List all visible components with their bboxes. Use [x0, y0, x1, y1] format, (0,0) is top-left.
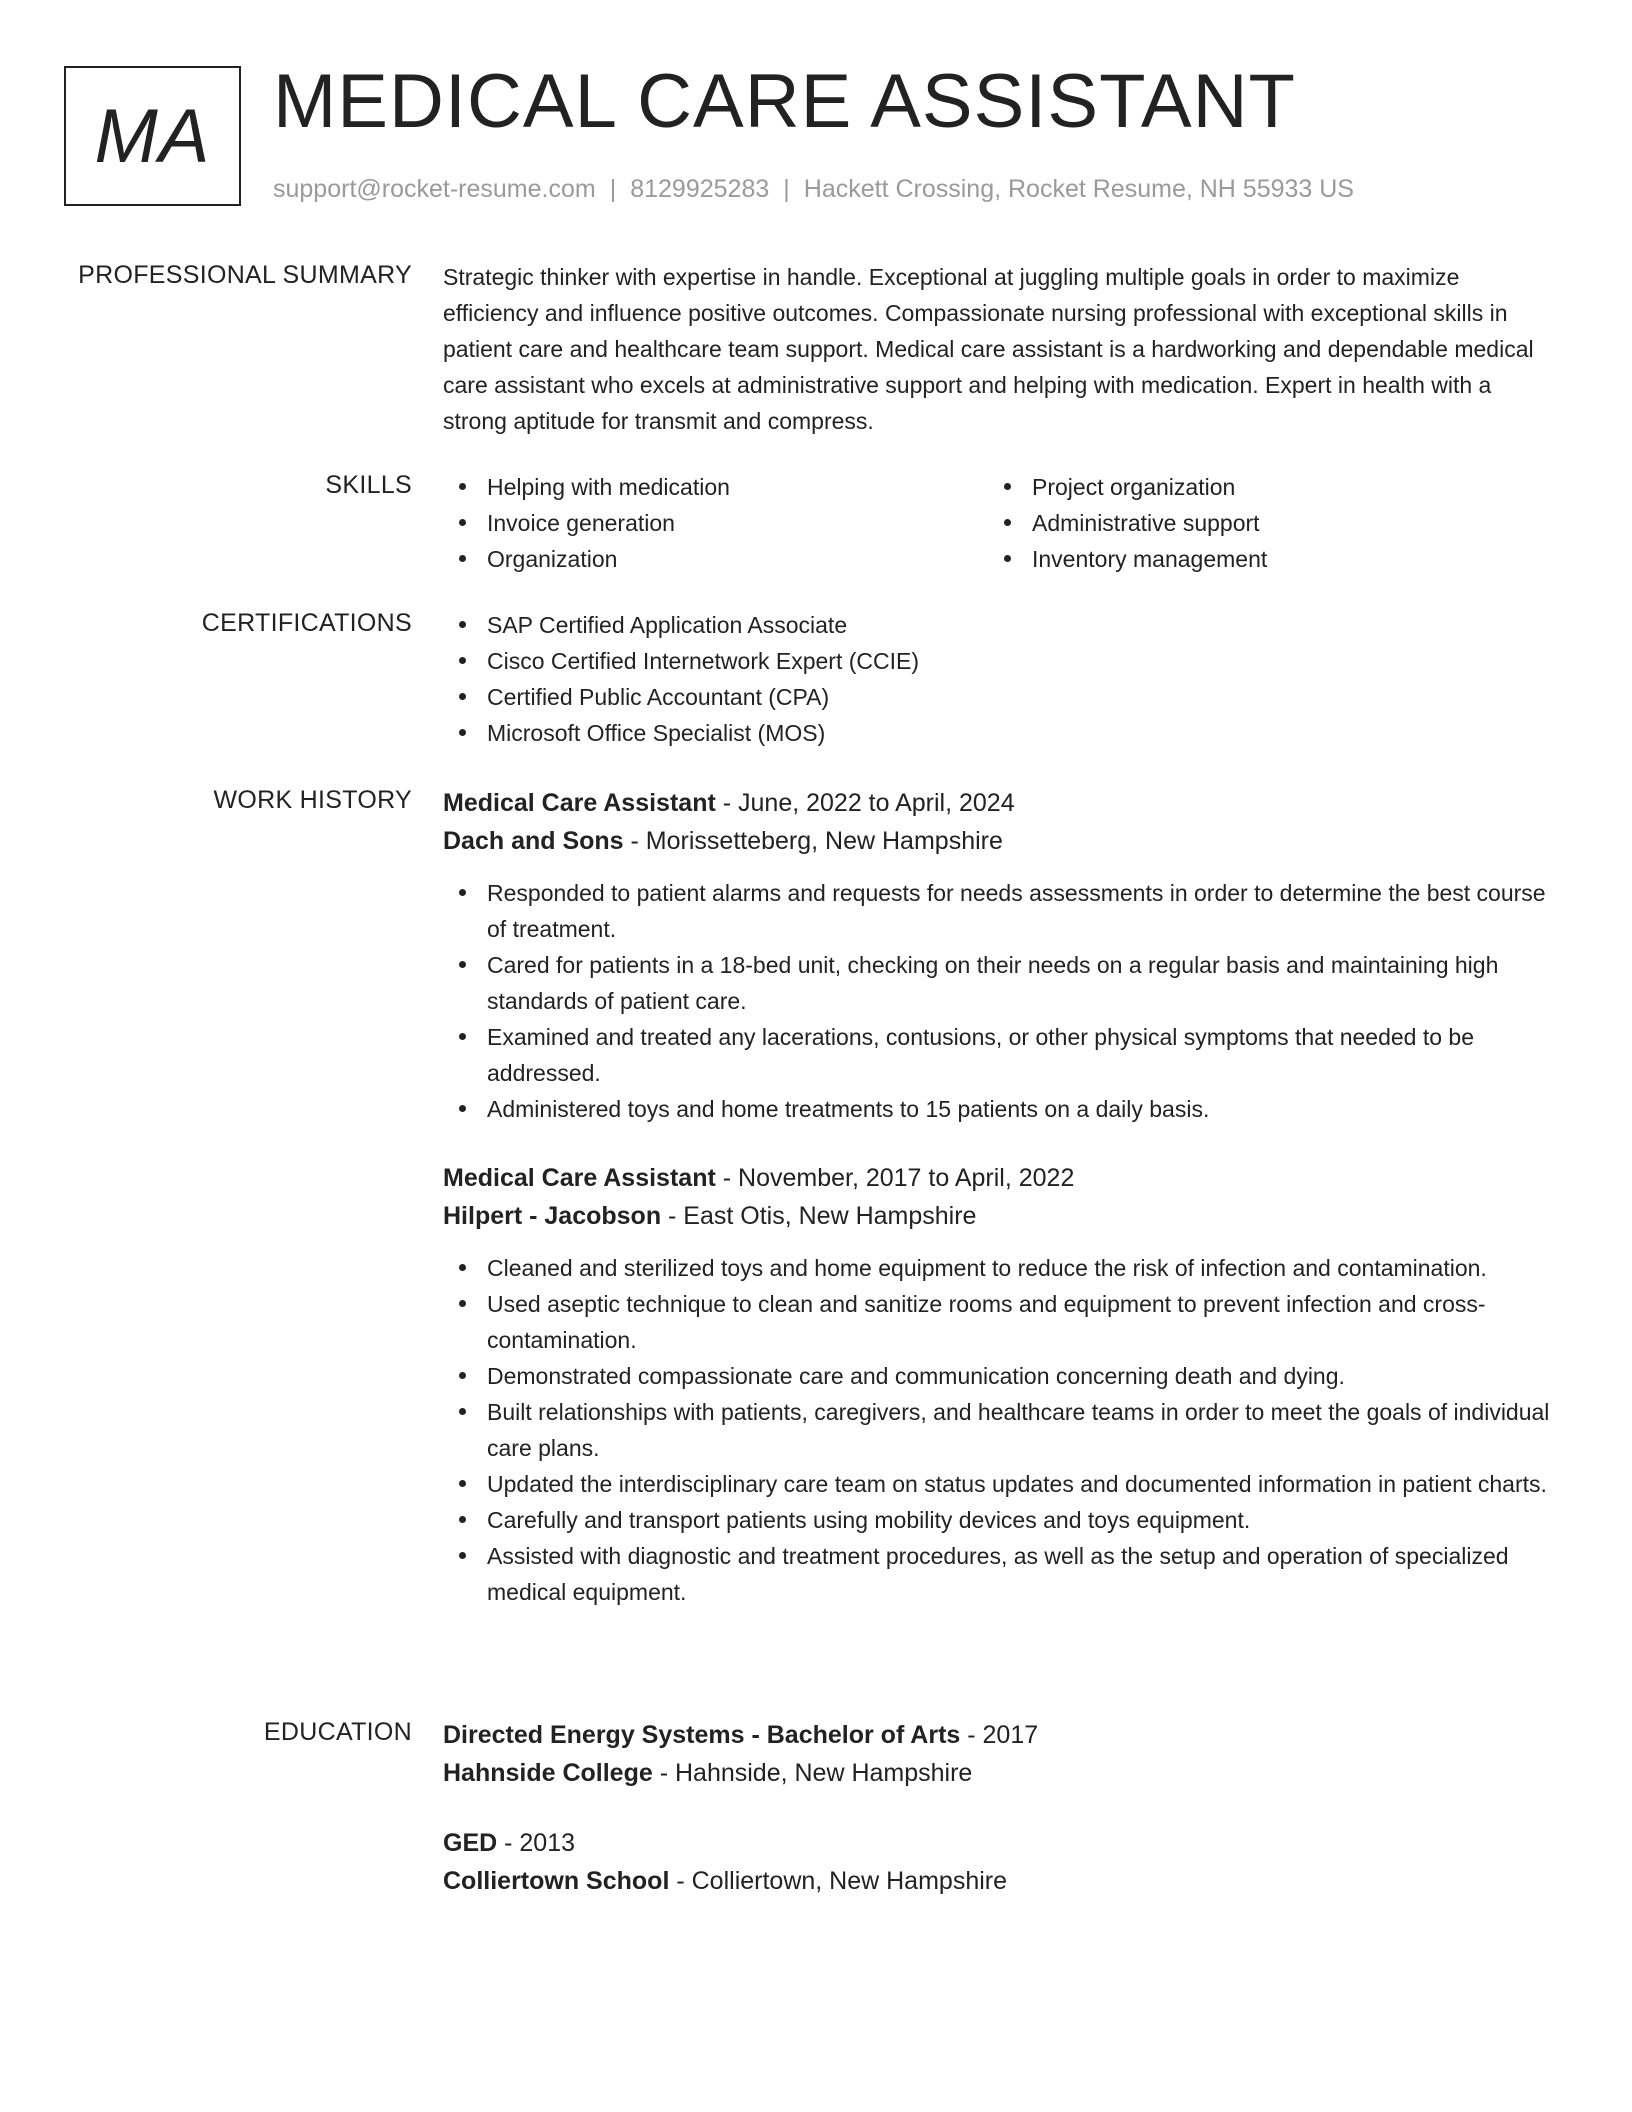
skill-item: Project organization [988, 469, 1533, 505]
job-title: Medical Care Assistant [443, 1164, 716, 1192]
job-location: - Morissetteberg, New Hampshire [623, 827, 1003, 855]
job-location: - East Otis, New Hampshire [661, 1202, 977, 1230]
job-dates: - June, 2022 to April, 2024 [715, 789, 1015, 817]
section-label-summary: PROFESSIONAL SUMMARY [78, 261, 412, 289]
job-bullet: Used aseptic technique to clean and sanitize rooms and equipment to prevent infection and cross-contamination. [443, 1286, 1558, 1358]
skills-list-left [443, 469, 988, 577]
education-year: - 2017 [960, 1721, 1039, 1749]
work-history-content [443, 784, 1558, 1610]
education-content [443, 1716, 1558, 1900]
skill-item: Helping with medication [443, 469, 988, 505]
job-bullet: Carefully and transport patients using mobility devices and toys equipment. [443, 1502, 1558, 1538]
certification-item: Certified Public Accountant (CPA) [443, 679, 1558, 715]
job-bullet: Assisted with diagnostic and treatment procedures, as well as the setup and operation of specialized medical equipment. [443, 1538, 1558, 1610]
contact-separator: | [783, 175, 790, 203]
section-label-certifications: CERTIFICATIONS [201, 609, 412, 637]
education-school-line [443, 1754, 1558, 1792]
job-company: Dach and Sons [443, 827, 624, 855]
education-location: - Hahnside, New Hampshire [652, 1759, 973, 1787]
job-bullets [443, 875, 1558, 1127]
certification-item: SAP Certified Application Associate [443, 607, 1558, 643]
monogram-box [64, 66, 241, 206]
contact-email: support@rocket-resume.com [273, 175, 596, 203]
certification-item: Cisco Certified Internetwork Expert (CCIE) [443, 643, 1558, 679]
skills-content [443, 469, 1558, 577]
skill-item: Inventory management [988, 541, 1533, 577]
job-bullet: Updated the interdisciplinary care team on status updates and documented information in patient charts. [443, 1466, 1558, 1502]
contact-phone: 8129925283 [630, 175, 770, 203]
education-degree: Directed Energy Systems - Bachelor of Arts [443, 1721, 961, 1749]
summary-text: Strategic thinker with expertise in handle. Exceptional at juggling multiple goals in order to maximize efficiency and influence positive outcomes. Compassionate nursing professional with exceptional skills in patient care and healthcare team support. Medical care assistant is a hardworking and dependable medical care assistant who excels at administrative support and helping with medication. Expert in health with a strong aptitude for transmit and compress. [443, 264, 1534, 434]
contact-separator: | [609, 175, 617, 203]
job-entry [443, 784, 1558, 1127]
job-bullet: Administered toys and home treatments to 15 patients on a daily basis. [443, 1091, 1558, 1127]
skill-item: Organization [443, 541, 988, 577]
job-bullet: Cleaned and sterilized toys and home equipment to reduce the risk of infection and contamination. [443, 1250, 1558, 1286]
job-company-line [443, 1197, 1558, 1235]
job-dates: - November, 2017 to April, 2022 [715, 1164, 1075, 1192]
job-bullets [443, 1250, 1558, 1610]
education-year: - 2013 [497, 1829, 576, 1857]
job-title-line [443, 1159, 1558, 1197]
certifications-content [443, 607, 1558, 751]
job-company-line [443, 822, 1558, 860]
section-label-education: EDUCATION [263, 1718, 412, 1746]
contact-address: Hackett Crossing, Rocket Resume, NH 55933 US [803, 175, 1354, 203]
job-bullet: Built relationships with patients, caregivers, and healthcare teams in order to meet the goals of individual care plans. [443, 1394, 1558, 1466]
job-bullet: Examined and treated any lacerations, contusions, or other physical symptoms that needed to be addressed. [443, 1019, 1558, 1091]
resume-title: MEDICAL CARE ASSISTANT [273, 59, 1296, 144]
skills-list-right [988, 469, 1533, 577]
certification-item: Microsoft Office Specialist (MOS) [443, 715, 1558, 751]
education-school-line [443, 1862, 1558, 1900]
education-entry [443, 1716, 1558, 1792]
job-bullet: Responded to patient alarms and requests for needs assessments in order to determine the best course of treatment. [443, 875, 1558, 947]
education-degree-line [443, 1716, 1558, 1754]
education-degree-line [443, 1824, 1558, 1862]
job-bullet: Cared for patients in a 18-bed unit, checking on their needs on a regular basis and maintaining high standards of patient care. [443, 947, 1558, 1019]
job-entry [443, 1159, 1558, 1610]
education-location: - Colliertown, New Hampshire [669, 1867, 1008, 1895]
education-entry [443, 1824, 1558, 1900]
job-title-line [443, 784, 1558, 822]
education-degree: GED [443, 1829, 498, 1857]
education-school: Colliertown School [443, 1867, 670, 1895]
education-school: Hahnside College [443, 1759, 653, 1787]
monogram-initials: MA [94, 93, 211, 179]
job-title: Medical Care Assistant [443, 789, 716, 817]
skill-item: Invoice generation [443, 505, 988, 541]
job-bullet: Demonstrated compassionate care and communication concerning death and dying. [443, 1358, 1558, 1394]
section-label-skills: SKILLS [325, 471, 412, 499]
summary-content [443, 259, 1558, 439]
certifications-list [443, 607, 1558, 751]
skill-item: Administrative support [988, 505, 1533, 541]
contact-line [273, 172, 1354, 206]
section-label-work-history: WORK HISTORY [213, 786, 412, 814]
job-company: Hilpert - Jacobson [443, 1202, 662, 1230]
